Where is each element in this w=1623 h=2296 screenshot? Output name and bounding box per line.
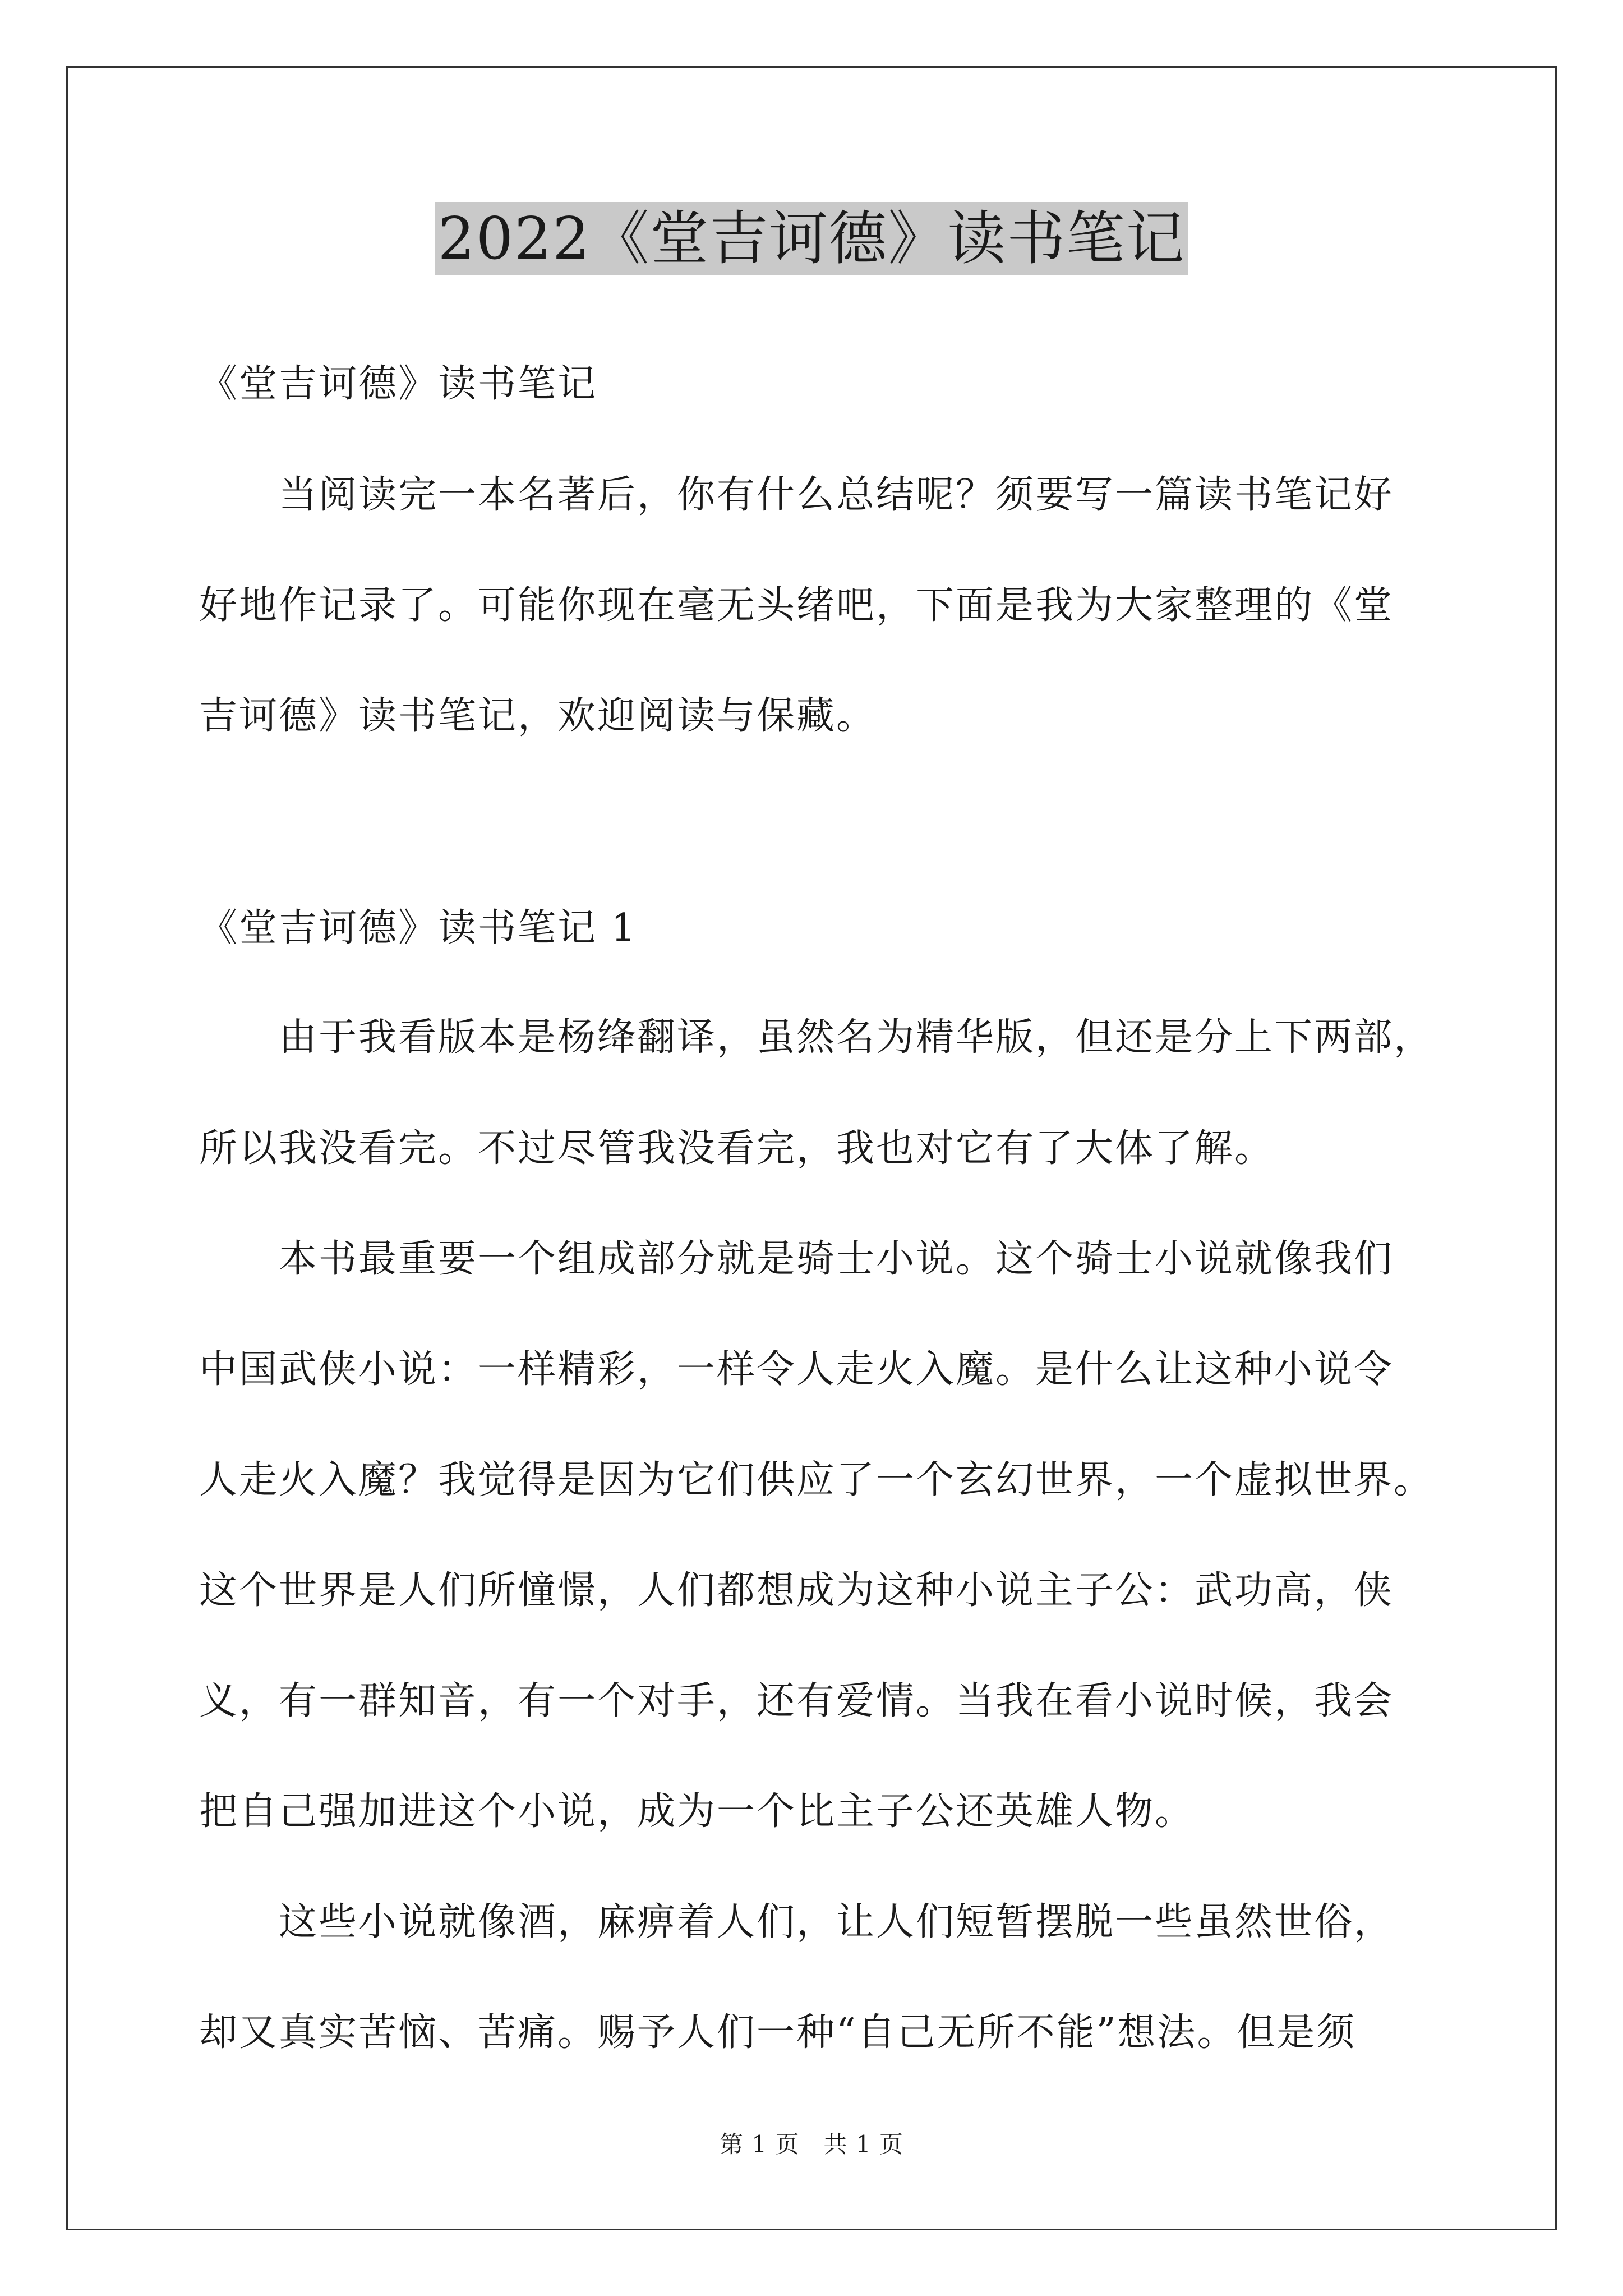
paragraph-line: 把自己强加进这个小说，成为一个比主子公还英雄人物。 — [199, 1789, 1195, 1834]
paragraph-line: 中国武侠小说：一样精彩，一样令人走火入魔。是什么让这种小说令 — [199, 1347, 1394, 1392]
paragraph-line: 由于我看版本是杨绛翻译，虽然名为精华版，但还是分上下两部， — [199, 1015, 1434, 1060]
paragraph-line: 好地作记录了。可能你现在毫无头绪吧，下面是我为大家整理的《堂 — [199, 583, 1394, 628]
page-number-footer: 第 1 页 共 1 页 — [720, 2131, 903, 2158]
section-heading: 《堂吉诃德》读书笔记 1 — [199, 906, 637, 950]
document-title-text: 2022《堂吉诃德》读书笔记 — [435, 202, 1189, 275]
paragraph-line: 这些小说就像酒，麻痹着人们，让人们短暂摆脱一些虽然世俗， — [199, 1900, 1394, 1944]
document-title — [0, 202, 1623, 275]
subtitle-line: 《堂吉诃德》读书笔记 — [199, 362, 598, 406]
paragraph-line: 所以我没看完。不过尽管我没看完，我也对它有了大体了解。 — [199, 1126, 1275, 1171]
paragraph-line: 当阅读完一本名著后，你有什么总结呢？须要写一篇读书笔记好 — [199, 473, 1394, 517]
paragraph-line: 人走火入魔？我觉得是因为它们供应了一个玄幻世界，一个虚拟世界。 — [199, 1458, 1434, 1502]
paragraph-line: 这个世界是人们所憧憬，人们都想成为这种小说主子公：武功高，侠 — [199, 1568, 1394, 1613]
paragraph-line: 却又真实苦恼、苦痛。赐予人们一种“自己无所不能”想法。但是须 — [199, 2010, 1357, 2055]
paragraph-line: 义，有一群知音，有一个对手，还有爱情。当我在看小说时候，我会 — [199, 1679, 1394, 1723]
paragraph-line: 本书最重要一个组成部分就是骑士小说。这个骑士小说就像我们 — [199, 1237, 1394, 1281]
paragraph-line: 吉诃德》读书笔记，欢迎阅读与保藏。 — [199, 694, 877, 738]
